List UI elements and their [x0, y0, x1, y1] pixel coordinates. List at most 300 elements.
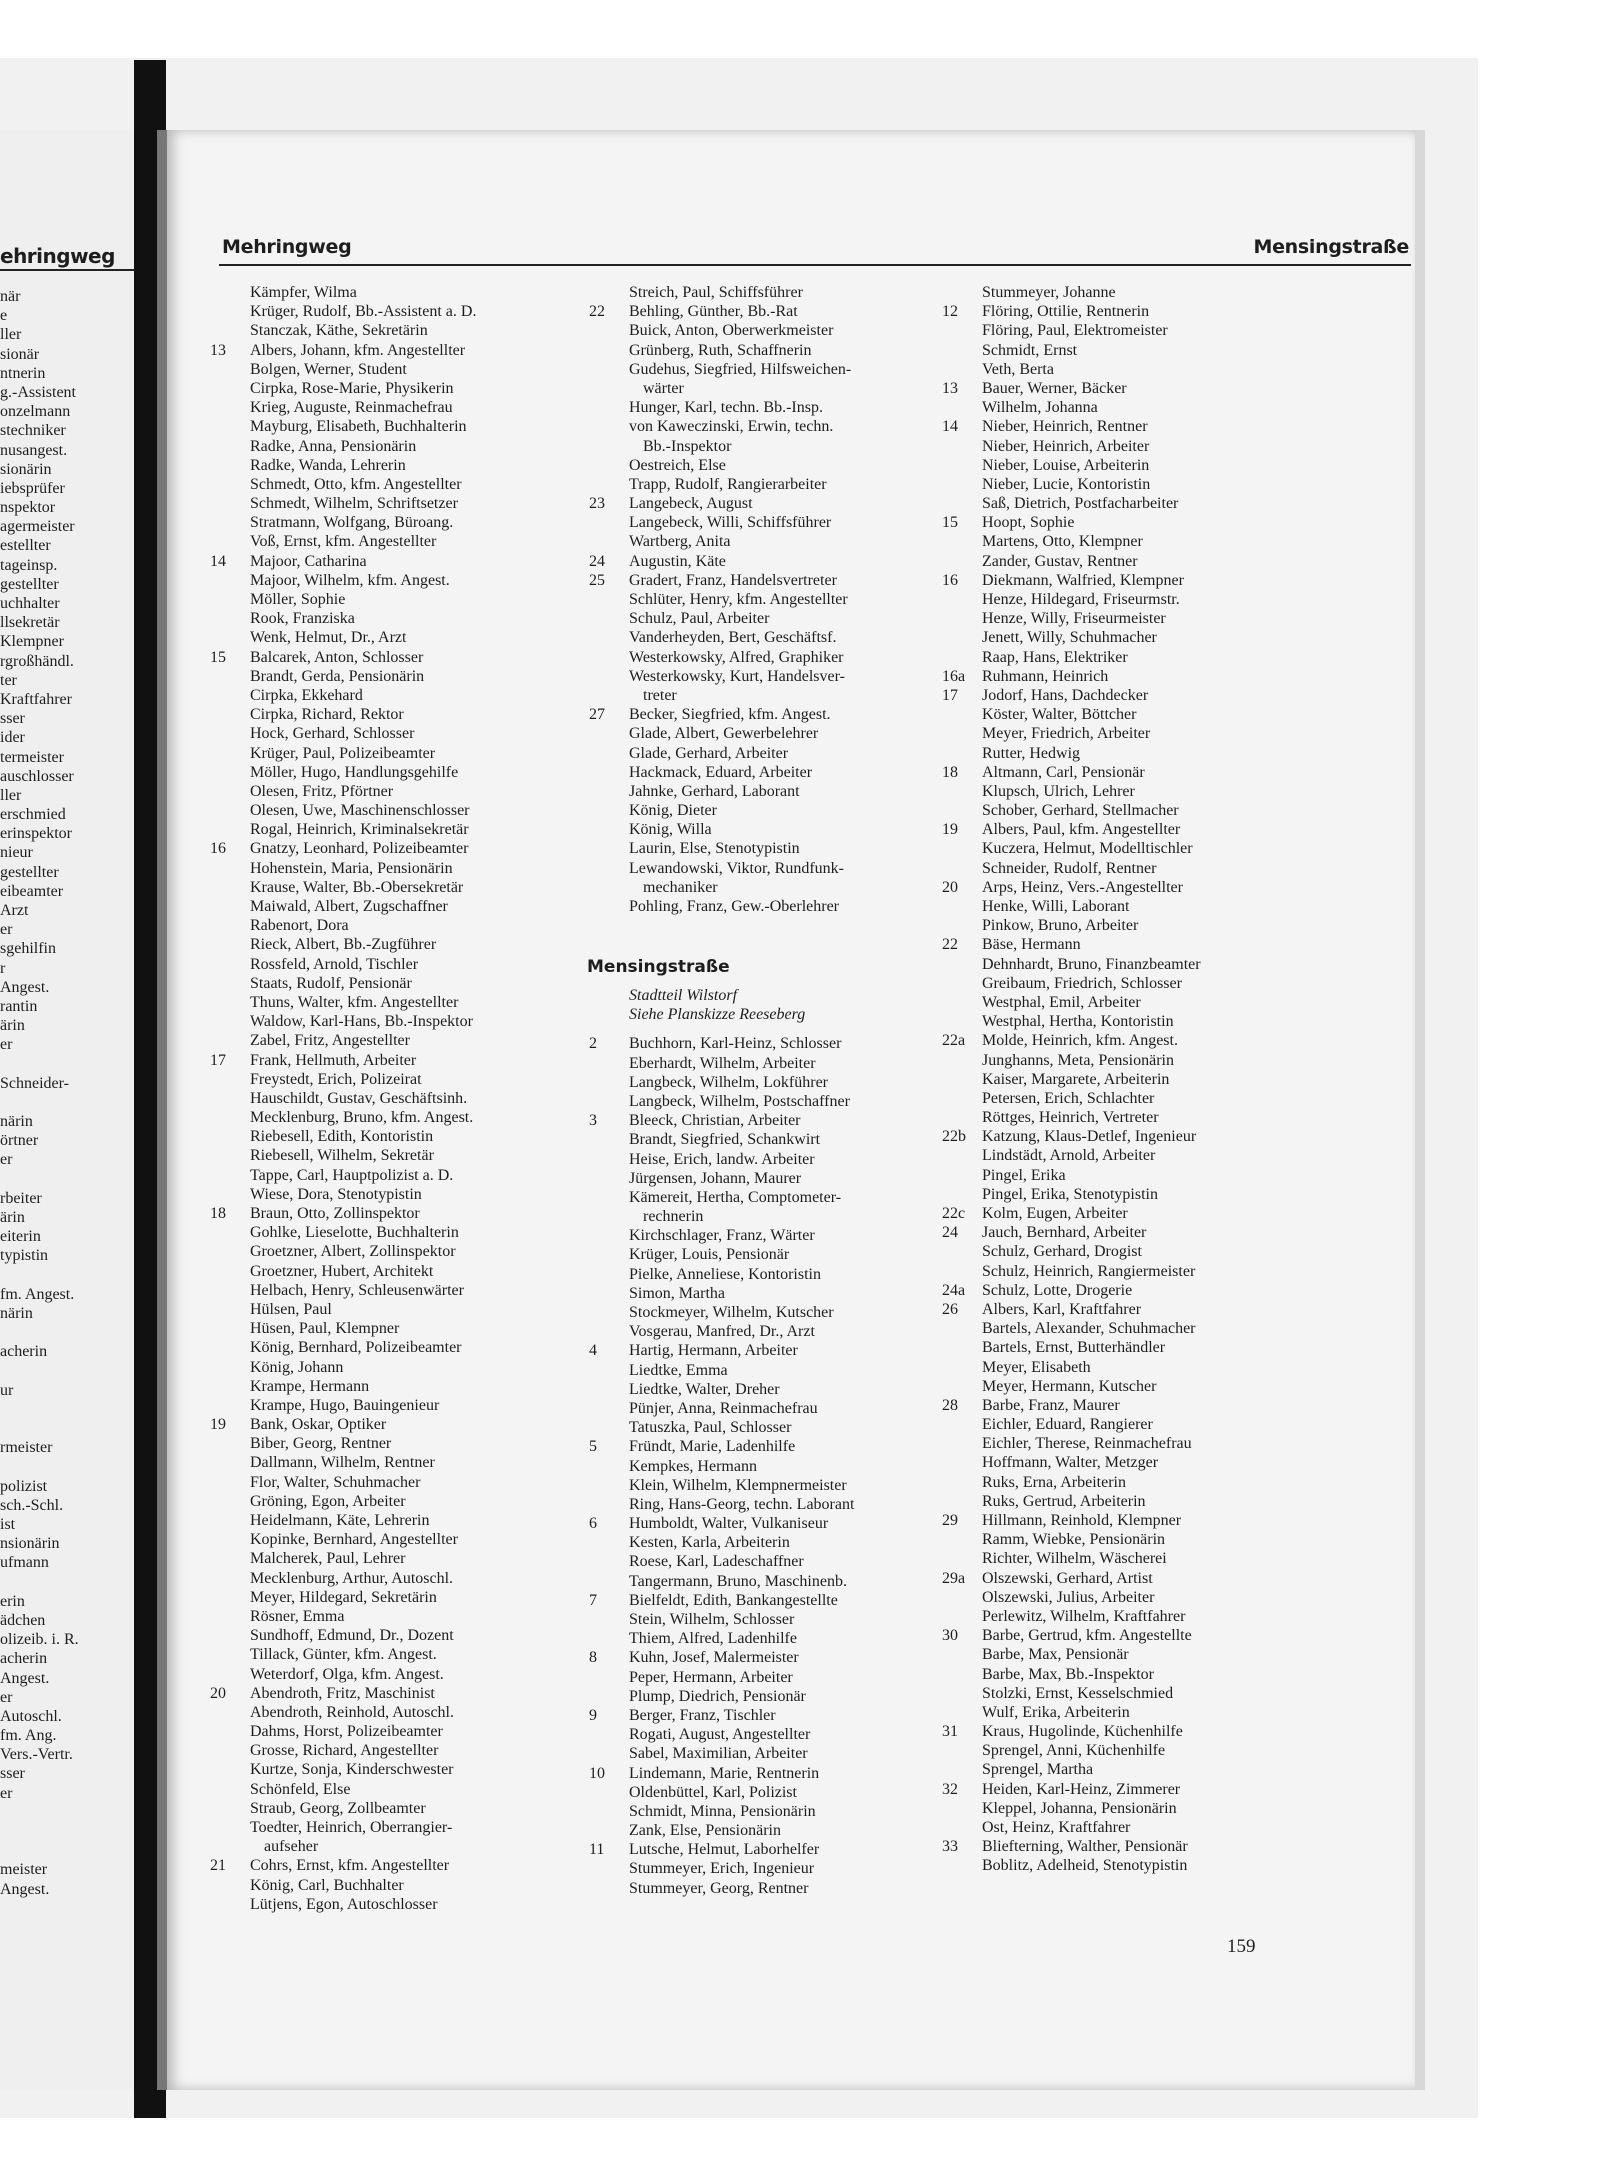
resident-name: Kleppel, Johanna, Pensionärin — [982, 1799, 1177, 1817]
resident-name: Staats, Rudolf, Pensionär — [250, 974, 412, 992]
resident-name: Stummeyer, Johanne — [982, 284, 1116, 301]
resident-name: Klupsch, Ulrich, Lehrer — [982, 782, 1135, 800]
resident-name: Tappe, Carl, Hauptpolizist a. D. — [250, 1166, 454, 1184]
left-page-line: erschmied — [0, 806, 66, 824]
resident-name: Albers, Johann, kfm. Angestellter — [250, 341, 466, 359]
house-number: 13 — [942, 379, 958, 397]
resident-name: Glade, Gerhard, Arbeiter — [629, 744, 789, 762]
directory-entry — [589, 1668, 805, 1687]
resident-name: Olesen, Fritz, Pförtner — [250, 782, 394, 800]
left-page-line: acherin — [0, 1650, 48, 1668]
resident-name: Krampe, Hermann — [250, 1377, 370, 1395]
resident-name: Toedter, Heinrich, Oberrangier- — [250, 1819, 453, 1836]
resident-name: Zank, Else, Pensionärin — [629, 1822, 781, 1840]
resident-name: Jahnke, Gerhard, Laborant — [629, 782, 800, 800]
left-page-line: sgehilfin — [0, 940, 56, 958]
resident-name: Sprengel, Anni, Küchenhilfe — [982, 1742, 1166, 1760]
resident-name: Buick, Anton, Oberwerkmeister — [629, 322, 834, 340]
resident-name: Pinkow, Bruno, Arbeiter — [982, 917, 1139, 935]
left-page-line: ller — [0, 786, 22, 804]
left-page-line — [0, 1803, 79, 1822]
resident-name: Radke, Wanda, Lehrerin — [250, 456, 406, 474]
house-number: 7 — [589, 1591, 597, 1609]
house-number: 22c — [942, 1205, 966, 1222]
directory-entry — [589, 1150, 815, 1169]
left-page-line: fm. Angest. — [0, 1285, 75, 1303]
resident-name: Petersen, Erich, Schlachter — [982, 1089, 1155, 1107]
house-number: 32 — [942, 1780, 958, 1798]
resident-name: Gudehus, Siegfried, Hilfsweichen- — [629, 360, 852, 378]
directory-entry — [589, 1533, 805, 1552]
left-page-line: ter — [0, 671, 17, 689]
resident-name: Schulz, Gerhard, Drogist — [982, 1243, 1142, 1261]
resident-name: Schmedt, Wilhelm, Schriftsetzer — [250, 495, 458, 513]
resident-name: Barbe, Franz, Maurer — [982, 1396, 1120, 1414]
left-page-line — [0, 1822, 79, 1841]
resident-name: Molde, Heinrich, kfm. Angest. — [982, 1032, 1178, 1050]
resident-name: Eichler, Therese, Reinmachefrau — [982, 1435, 1192, 1453]
resident-name: Katzung, Klaus-Detlef, Ingenieur — [982, 1128, 1197, 1146]
left-page-line: typistin — [0, 1247, 49, 1265]
resident-name: Möller, Sophie — [250, 591, 346, 608]
resident-name: Hohenstein, Maria, Pensionärin — [250, 859, 453, 877]
house-number: 25 — [589, 571, 605, 589]
resident-name: Westerkowsky, Alfred, Graphiker — [629, 648, 844, 666]
left-page-line: Vers.-Vertr. — [0, 1746, 73, 1764]
resident-name: Cirpka, Rose-Marie, Physikerin — [250, 379, 454, 397]
house-number: 22 — [942, 936, 958, 954]
house-number: 20 — [942, 878, 958, 896]
left-page-line: er — [0, 1151, 13, 1169]
resident-name: Lindstädt, Arnold, Arbeiter — [982, 1147, 1156, 1165]
resident-name: Grosse, Richard, Angestellter — [250, 1742, 439, 1760]
running-header-left: Mehringweg — [222, 236, 352, 258]
resident-name: Olszewski, Gerhard, Artist — [982, 1569, 1153, 1587]
left-page-line: sser — [0, 1765, 25, 1783]
resident-name: Boblitz, Adelheid, Stenotypistin — [982, 1857, 1188, 1875]
directory-entry — [589, 1687, 805, 1706]
resident-name: Westerkowsky, Kurt, Handelsver- — [629, 667, 845, 685]
left-page-line: Schneider- — [0, 1074, 69, 1092]
resident-name: Majoor, Catharina — [250, 552, 367, 570]
resident-name: Hackmack, Eduard, Arbeiter — [629, 763, 813, 781]
left-page-line: r — [0, 959, 6, 977]
house-number: 15 — [210, 648, 226, 666]
resident-name: Diekmann, Walfried, Klempner — [982, 571, 1184, 589]
house-number: 24a — [942, 1281, 966, 1299]
resident-name: Sundhoff, Edmund, Dr., Dozent — [250, 1627, 454, 1645]
resident-name: Hartig, Hermann, Arbeiter — [629, 1342, 798, 1360]
left-page-line: llsekretär — [0, 614, 60, 632]
directory-entry — [589, 1457, 805, 1476]
resident-name: Ruhmann, Heinrich — [982, 667, 1109, 685]
resident-name: Schmidt, Minna, Pensionärin — [629, 1802, 816, 1820]
resident-name: Eberhardt, Wilhelm, Arbeiter — [629, 1054, 816, 1072]
house-number: 18 — [942, 763, 958, 781]
resident-name: Mayburg, Elisabeth, Buchhalterin — [250, 418, 467, 436]
resident-name: König, Carl, Buchhalter — [250, 1876, 404, 1894]
resident-name: Groetzner, Albert, Zollinspektor — [250, 1243, 456, 1261]
resident-name: Wulf, Erika, Arbeiterin — [982, 1703, 1130, 1721]
left-page-line: onzelmann — [0, 403, 71, 421]
resident-name: Bolgen, Werner, Student — [250, 360, 407, 378]
resident-name: Kaiser, Margarete, Arbeiterin — [982, 1070, 1170, 1088]
resident-name: Stolzki, Ernst, Kesselschmied — [982, 1684, 1174, 1702]
resident-name: Simon, Martha — [629, 1284, 725, 1302]
resident-name: Perlewitz, Wilhelm, Kraftfahrer — [982, 1607, 1186, 1625]
resident-name: Rossfeld, Arnold, Tischler — [250, 955, 419, 973]
left-page-line: acherin — [0, 1343, 48, 1361]
house-number: 8 — [589, 1649, 597, 1667]
directory-entry — [589, 1648, 805, 1667]
resident-name: Mecklenburg, Arthur, Autoschl. — [250, 1569, 454, 1587]
directory-entry — [589, 1322, 815, 1341]
resident-name: Bäse, Hermann — [982, 936, 1081, 954]
left-page-line: Autoschl. — [0, 1707, 62, 1725]
left-page-line: ärin — [0, 1209, 25, 1226]
resident-name: Zabel, Fritz, Angestellter — [250, 1032, 410, 1050]
resident-name: Stratmann, Wolfgang, Büroang. — [250, 514, 454, 532]
resident-name: Radke, Anna, Pensionärin — [250, 437, 417, 455]
directory-entry — [589, 1130, 821, 1149]
resident-name: Richter, Wilhelm, Wäscherei — [982, 1550, 1167, 1568]
directory-entry — [589, 1418, 805, 1437]
resident-name: Voß, Ernst, kfm. Angestellter — [250, 533, 437, 551]
house-number: 17 — [210, 1051, 226, 1069]
resident-name: Olszewski, Julius, Arbeiter — [982, 1588, 1155, 1606]
left-page-line: stechniker — [0, 422, 66, 440]
directory-entry — [589, 1764, 820, 1783]
house-number: 13 — [210, 341, 226, 359]
directory-entry — [589, 1265, 821, 1284]
resident-name: Bartels, Alexander, Schuhmacher — [982, 1320, 1196, 1338]
resident-name: Lindemann, Marie, Rentnerin — [629, 1764, 820, 1782]
resident-name: Altmann, Carl, Pensionär — [982, 763, 1145, 781]
resident-name: Rabenort, Dora — [250, 917, 349, 935]
resident-name: Wartberg, Anita — [629, 533, 731, 551]
resident-name: Abendroth, Reinhold, Autoschl. — [250, 1703, 454, 1721]
resident-name: Oestreich, Else — [629, 456, 726, 474]
resident-name: Liedtke, Walter, Dreher — [629, 1380, 780, 1398]
resident-name: Röttges, Heinrich, Vertreter — [982, 1109, 1159, 1127]
resident-name: Gradert, Franz, Handelsvertreter — [629, 571, 837, 589]
house-number: 9 — [589, 1706, 597, 1724]
directory-entry — [589, 1514, 829, 1533]
left-page-line: gestellter — [0, 575, 59, 593]
resident-name: Nieber, Lucie, Kontoristin — [982, 475, 1151, 493]
resident-name: König, Willa — [629, 821, 712, 839]
directory-entry — [589, 1591, 838, 1610]
house-number: 28 — [942, 1396, 958, 1414]
resident-name: Hüsen, Paul, Klempner — [250, 1320, 400, 1338]
left-page-line: tageinsp. — [0, 556, 58, 574]
left-page-line: termeister — [0, 748, 64, 766]
resident-name: Helbach, Henry, Schleusenwärter — [250, 1281, 464, 1299]
house-number: 2 — [589, 1035, 597, 1053]
left-page-line: g.-Assistent — [0, 383, 76, 401]
left-page-line: rgroßhändl. — [0, 652, 74, 670]
resident-name: Balcarek, Anton, Schlosser — [250, 648, 424, 666]
resident-name: Grünberg, Ruth, Schaffnerin — [629, 341, 812, 359]
resident-name: Bank, Oskar, Optiker — [250, 1416, 387, 1434]
resident-name: Ost, Heinz, Kraftfahrer — [982, 1819, 1131, 1836]
left-page-line — [0, 1323, 79, 1342]
directory-entry — [589, 1802, 816, 1821]
left-page-line: Arzt — [0, 902, 29, 919]
resident-name: Glade, Albert, Gewerbelehrer — [629, 725, 819, 743]
resident-name: Bliefterning, Walther, Pensionär — [982, 1838, 1188, 1856]
resident-name: Junghanns, Meta, Pensionärin — [982, 1051, 1174, 1069]
left-page-line: estellter — [0, 537, 51, 555]
resident-name: Gohlke, Lieselotte, Buchhalterin — [250, 1224, 459, 1242]
left-page-line: ider — [0, 729, 25, 747]
resident-name: Dallmann, Wilhelm, Rentner — [250, 1454, 435, 1472]
house-number: 20 — [210, 1684, 226, 1702]
resident-name: aufseher — [264, 1838, 319, 1856]
directory-entry — [589, 1361, 805, 1380]
house-number: 17 — [942, 686, 958, 704]
house-number: 22 — [589, 303, 605, 321]
resident-name: Bartels, Ernst, Butterhändler — [982, 1339, 1166, 1357]
resident-name: Hauschildt, Gustav, Geschäftsinh. — [250, 1089, 468, 1107]
left-page-line: gestellter — [0, 863, 59, 881]
resident-name: mechaniker — [643, 878, 718, 896]
resident-name: von Kaweczinski, Erwin, techn. — [629, 418, 834, 436]
house-number: 22b — [942, 1128, 966, 1146]
resident-name: Kopinke, Bernhard, Angestellter — [250, 1531, 458, 1549]
resident-name: Henze, Willy, Friseurmeister — [982, 610, 1166, 628]
resident-name: Kurtze, Sonja, Kinderschwester — [250, 1761, 454, 1779]
left-page-lines — [0, 287, 79, 1899]
left-page-line: nieur — [0, 844, 33, 862]
resident-name: treter — [643, 686, 677, 704]
resident-name: Hock, Gerhard, Schlosser — [250, 725, 415, 743]
left-page-line: e — [0, 307, 8, 325]
left-page-line — [0, 1055, 79, 1074]
resident-name: Barbe, Max, Pensionär — [982, 1646, 1129, 1664]
resident-name: Westphal, Emil, Arbeiter — [982, 993, 1141, 1011]
resident-name: Flor, Walter, Schuhmacher — [250, 1473, 421, 1491]
left-page-line: ärin — [0, 1017, 25, 1035]
resident-name: Heise, Erich, landw. Arbeiter — [629, 1150, 815, 1168]
resident-name: Langbeck, Wilhelm, Postschaffner — [629, 1092, 850, 1110]
resident-name: Barbe, Max, Bb.-Inspektor — [982, 1665, 1154, 1683]
directory-entry — [589, 1092, 850, 1111]
resident-name: Fründt, Marie, Ladenhilfe — [629, 1438, 796, 1456]
left-page-line: rmeister — [0, 1439, 53, 1457]
resident-name: Schmedt, Otto, kfm. Angestellter — [250, 475, 462, 493]
directory-entry — [589, 1437, 805, 1456]
resident-name: Köster, Walter, Böttcher — [982, 706, 1137, 724]
resident-name: Kolm, Eugen, Arbeiter — [982, 1205, 1128, 1222]
resident-name: Frank, Hellmuth, Arbeiter — [250, 1051, 417, 1069]
directory-entry — [589, 1495, 855, 1514]
resident-name: Krüger, Louis, Pensionär — [629, 1246, 790, 1264]
resident-name: Schulz, Heinrich, Rangiermeister — [982, 1262, 1196, 1280]
left-page-fragment — [0, 130, 134, 2090]
left-page-line: iebsprüfer — [0, 479, 65, 497]
left-page-line: nsionärin — [0, 1535, 60, 1553]
left-page-line: ller — [0, 326, 22, 344]
resident-name: Wenk, Helmut, Dr., Arzt — [250, 629, 407, 647]
house-number: 16 — [942, 571, 958, 589]
left-page-line: agermeister — [0, 518, 75, 536]
resident-name: Hillmann, Reinhold, Klempner — [982, 1512, 1182, 1529]
resident-name: Lütjens, Egon, Autoschlosser — [250, 1895, 438, 1913]
resident-name: Stein, Wilhelm, Schlosser — [629, 1611, 795, 1628]
resident-name: Pingel, Erika — [982, 1166, 1066, 1184]
resident-name: Rutter, Hedwig — [982, 744, 1081, 762]
resident-name: Rogal, Heinrich, Kriminalsekretär — [250, 821, 469, 839]
resident-name: Thiem, Alfred, Ladenhilfe — [629, 1630, 797, 1648]
directory-entry — [589, 1034, 842, 1053]
resident-name: Brandt, Gerda, Pensionärin — [250, 667, 425, 685]
resident-name: Flöring, Ottilie, Rentnerin — [982, 303, 1150, 321]
resident-name: Tangermann, Bruno, Maschinenb. — [629, 1572, 847, 1590]
resident-name: Langebeck, August — [629, 495, 753, 513]
resident-name: Gnatzy, Leonhard, Polizeibeamter — [250, 840, 469, 858]
resident-name: Hülsen, Paul — [250, 1300, 332, 1318]
house-number: 16a — [942, 667, 966, 685]
resident-name: Nieber, Heinrich, Rentner — [982, 418, 1148, 436]
left-page-line: erinspektor — [0, 825, 72, 843]
resident-name: Brandt, Siegfried, Schankwirt — [629, 1131, 821, 1149]
left-page-line: närin — [0, 1113, 33, 1131]
resident-name: Jauch, Bernhard, Arbeiter — [982, 1224, 1147, 1242]
resident-name: Biber, Georg, Rentner — [250, 1435, 392, 1453]
resident-name: Stummeyer, Erich, Ingenieur — [629, 1860, 815, 1878]
resident-name: Stanczak, Käthe, Sekretärin — [250, 322, 428, 340]
left-page-line: ur — [0, 1381, 14, 1399]
resident-name: Schmidt, Ernst — [982, 341, 1078, 359]
resident-name: Laurin, Else, Stenotypistin — [629, 840, 800, 858]
resident-name: Nieber, Heinrich, Arbeiter — [982, 437, 1150, 455]
map-reference: Siehe Planskizze Reeseberg — [629, 1006, 806, 1024]
resident-name: Ring, Hans-Georg, techn. Laborant — [629, 1495, 855, 1513]
left-page-line — [0, 1400, 79, 1419]
resident-name: Vanderheyden, Bert, Geschäftsf. — [629, 629, 837, 647]
resident-name: Liedtke, Emma — [629, 1361, 728, 1379]
directory-entry — [589, 1054, 816, 1073]
resident-name: Bb.-Inspektor — [643, 437, 732, 455]
house-number: 31 — [942, 1723, 958, 1741]
resident-name: Bauer, Werner, Bäcker — [982, 379, 1127, 397]
resident-name: Rook, Franziska — [250, 610, 355, 628]
resident-name: Weterdorf, Olga, kfm. Angest. — [250, 1665, 444, 1683]
house-number: 19 — [942, 821, 958, 839]
resident-name: Bielfeldt, Edith, Bankangestellte — [629, 1591, 838, 1609]
house-number: 11 — [589, 1841, 605, 1859]
house-number: 19 — [210, 1416, 226, 1434]
resident-name: Möller, Hugo, Handlungsgehilfe — [250, 763, 459, 781]
directory-entry — [589, 1073, 828, 1092]
resident-name: Greibaum, Friedrich, Schlosser — [982, 974, 1182, 992]
resident-name: Cohrs, Ernst, kfm. Angestellter — [250, 1857, 450, 1875]
house-number: 29 — [942, 1512, 958, 1529]
resident-name: Cirpka, Richard, Rektor — [250, 706, 404, 724]
resident-name: Krause, Walter, Bb.-Obersekretär — [250, 878, 464, 896]
left-page-line: rantin — [0, 997, 38, 1015]
left-page-line: sionärin — [0, 460, 52, 478]
house-number: 26 — [942, 1300, 958, 1318]
left-page-line: ufmann — [0, 1554, 49, 1572]
resident-name: Nieber, Louise, Arbeiterin — [982, 456, 1150, 474]
left-page-line: erin — [0, 1592, 25, 1610]
house-number: 15 — [942, 514, 958, 532]
directory-page — [167, 130, 1415, 2090]
resident-name: Cirpka, Ekkehard — [250, 686, 363, 704]
directory-entry — [589, 1476, 847, 1495]
resident-name: Kämpfer, Wilma — [250, 284, 357, 301]
left-page-line: eiterin — [0, 1228, 41, 1246]
resident-name: Eichler, Eduard, Rangierer — [982, 1416, 1153, 1434]
directory-entry — [589, 1610, 805, 1629]
left-page-line: sionär — [0, 345, 40, 363]
left-page-line: Angest. — [0, 1669, 50, 1687]
directory-entry — [589, 1629, 805, 1648]
resident-name: Pielke, Anneliese, Kontoristin — [629, 1265, 821, 1283]
resident-name: Tatuszka, Paul, Schlosser — [629, 1419, 792, 1437]
left-page-line: nusangest. — [0, 441, 68, 459]
resident-name: Pingel, Erika, Stenotypistin — [982, 1185, 1158, 1203]
left-page-line: örtner — [0, 1132, 39, 1150]
resident-name: Riebesell, Edith, Kontoristin — [250, 1128, 434, 1146]
house-number: 5 — [589, 1438, 597, 1456]
house-number: 3 — [589, 1112, 597, 1130]
resident-name: Majoor, Wilhelm, kfm. Angest. — [250, 571, 450, 589]
resident-name: Krüger, Rudolf, Bb.-Assistent a. D. — [250, 303, 477, 321]
resident-name: Zander, Gustav, Rentner — [982, 552, 1138, 570]
resident-name: Sprengel, Martha — [982, 1761, 1094, 1779]
resident-name: Barbe, Gertrud, kfm. Angestellte — [982, 1627, 1192, 1645]
left-page-line: er — [0, 921, 13, 939]
left-page-line — [0, 1266, 79, 1285]
resident-name: Berger, Franz, Tischler — [629, 1706, 776, 1724]
resident-name: Malcherek, Paul, Lehrer — [250, 1550, 406, 1568]
resident-name: Kuhn, Josef, Malermeister — [629, 1649, 799, 1667]
resident-name: Olesen, Uwe, Maschinenschlosser — [250, 802, 470, 820]
left-page-line: Kraftfahrer — [0, 690, 72, 708]
resident-name: Kraus, Hugolinde, Küchenhilfe — [982, 1723, 1183, 1741]
resident-name: Rieck, Albert, Bb.-Zugführer — [250, 936, 437, 954]
resident-name: König, Bernhard, Polizeibeamter — [250, 1339, 462, 1357]
resident-name: Gröning, Egon, Arbeiter — [250, 1492, 406, 1510]
resident-name: Ramm, Wiebke, Pensionärin — [982, 1531, 1166, 1549]
resident-name: Augustin, Käte — [629, 552, 726, 570]
directory-entry — [589, 1303, 834, 1322]
left-page-line — [0, 1170, 79, 1189]
left-page-line: er — [0, 1784, 13, 1802]
resident-name: Veth, Berta — [982, 360, 1054, 378]
resident-name: Thuns, Walter, kfm. Angestellter — [250, 993, 459, 1011]
left-page-line: polizist — [0, 1477, 48, 1495]
resident-name: Kirchschlager, Franz, Wärter — [629, 1227, 815, 1245]
resident-name: Kesten, Karla, Arbeiterin — [629, 1534, 790, 1552]
left-page-line — [0, 1419, 79, 1438]
left-page-line: ntnerin — [0, 364, 46, 382]
resident-name: Heidelmann, Käte, Lehrerin — [250, 1512, 430, 1529]
resident-name: Wilhelm, Johanna — [982, 399, 1098, 417]
resident-name: Stummeyer, Georg, Rentner — [629, 1879, 809, 1897]
resident-name: Wiese, Dora, Stenotypistin — [250, 1185, 422, 1203]
resident-name: Behling, Günther, Bb.-Rat — [629, 303, 798, 321]
resident-name: Sabel, Maximilian, Arbeiter — [629, 1745, 808, 1763]
directory-entry — [589, 1783, 805, 1802]
left-page-line: auschlosser — [0, 767, 74, 785]
left-page-line: sser — [0, 710, 25, 728]
left-page-line: nspektor — [0, 499, 56, 517]
resident-name: Bleeck, Christian, Arbeiter — [629, 1112, 801, 1130]
